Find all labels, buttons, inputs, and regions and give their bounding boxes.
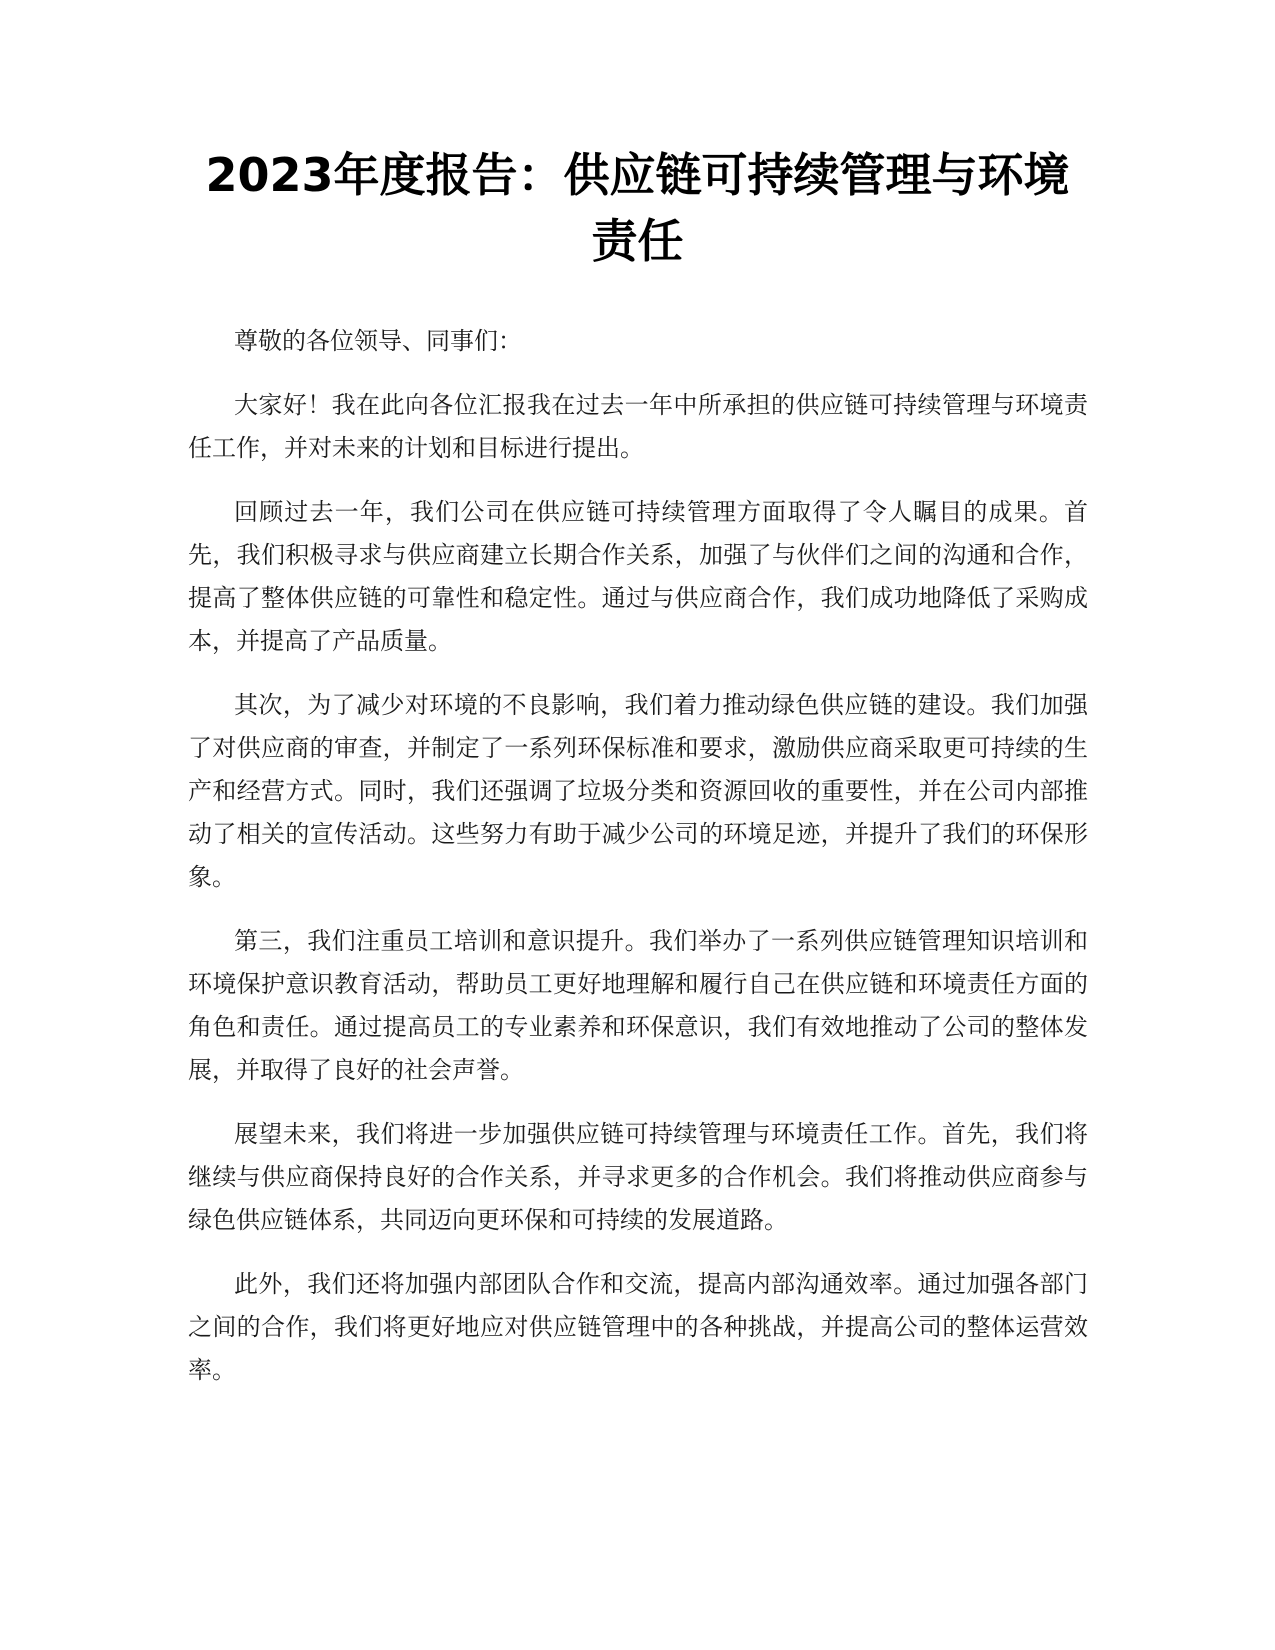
paragraph-greeting: 大家好！我在此向各位汇报我在过去一年中所承担的供应链可持续管理与环境责任工作，并对未来的计划和目标进行提出。 (188, 391, 1088, 462)
document-title: 2023年度报告：供应链可持续管理与环境责任 (205, 148, 1070, 268)
paragraph-employee-training: 第三，我们注重员工培训和意识提升。我们举办了一系列供应链管理知识培训和环境保护意识教育活动，帮助员工更好地理解和履行自己在供应链和环境责任方面的角色和责任。通过提高员工的专业素养和环保意识，我们有效地推动了公司的整体发展，并取得了良好的社会声誉。 (188, 927, 1088, 1084)
paragraph-internal-collaboration: 此外，我们还将加强内部团队合作和交流，提高内部沟通效率。通过加强各部门之间的合作，我们将更好地应对供应链管理中的各种挑战，并提高公司的整体运营效率。 (188, 1270, 1088, 1384)
paragraph-review: 回顾过去一年，我们公司在供应链可持续管理方面取得了令人瞩目的成果。首先，我们积极寻求与供应商建立长期合作关系，加强了与伙伴们之间的沟通和合作，提高了整体供应链的可靠性和稳定性。通过与供应商合作，我们成功地降低了采购成本，并提高了产品质量。 (188, 498, 1088, 655)
paragraph-green-supply-chain: 其次，为了减少对环境的不良影响，我们着力推动绿色供应链的建设。我们加强了对供应商的审查，并制定了一系列环保标准和要求，激励供应商采取更可持续的生产和经营方式。同时，我们还强调了垃圾分类和资源回收的重要性，并在公司内部推动了相关的宣传活动。这些努力有助于减少公司的环境足迹，并提升了我们的环保形象。 (188, 691, 1088, 891)
document-body (188, 320, 1088, 1413)
salutation: 尊敬的各位领导、同事们： (234, 327, 522, 355)
paragraph-outlook: 展望未来，我们将进一步加强供应链可持续管理与环境责任工作。首先，我们将继续与供应商保持良好的合作关系，并寻求更多的合作机会。我们将推动供应商参与绿色供应链体系，共同迈向更环保和可持续的发展道路。 (188, 1120, 1088, 1234)
